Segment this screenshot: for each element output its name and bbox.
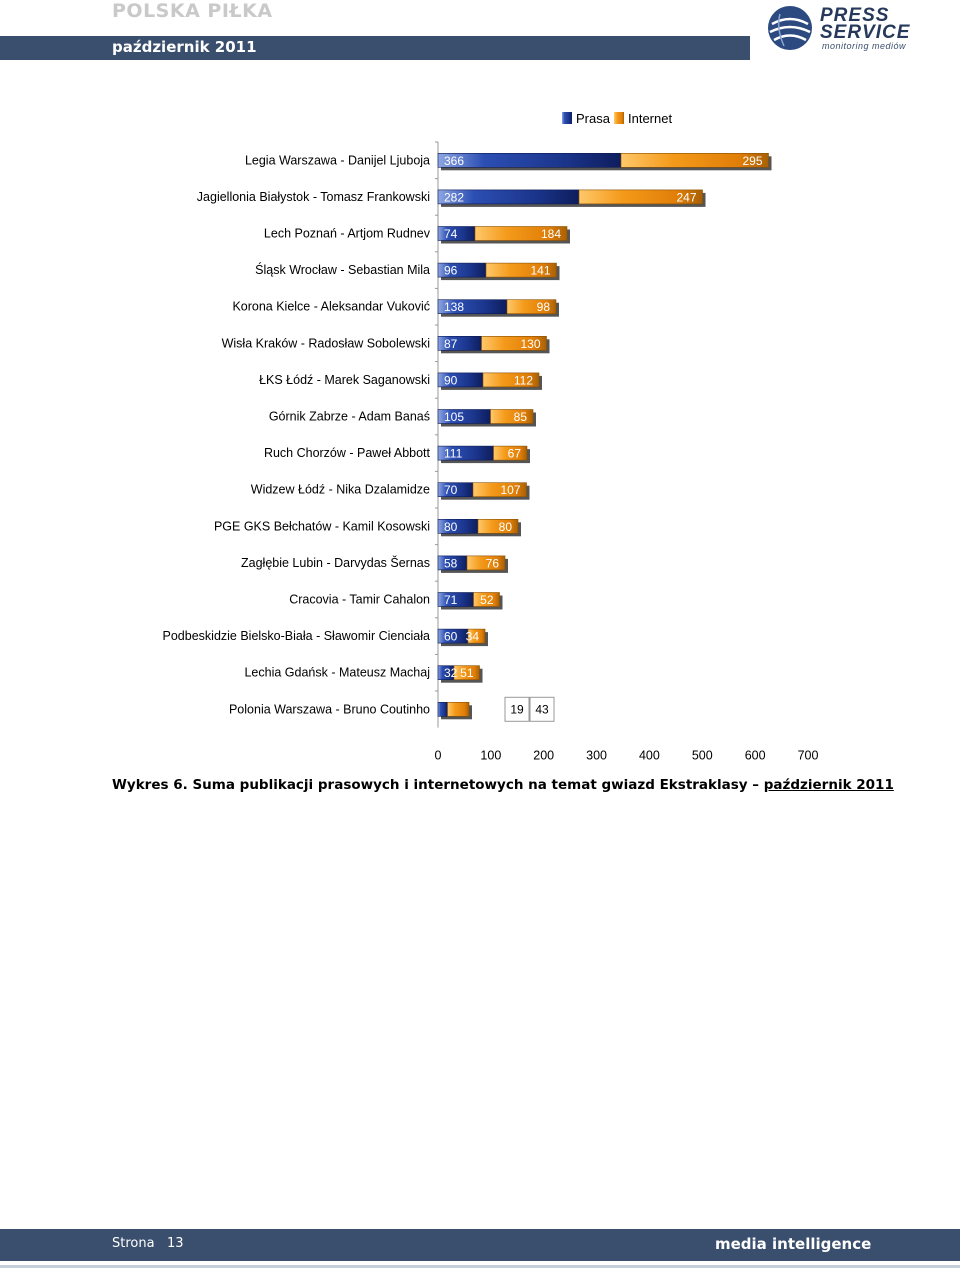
data-label-internet: 34 (465, 629, 479, 644)
category-label: Wisła Kraków - Radosław Sobolewski (221, 336, 430, 351)
category-label: Cracovia - Tamir Cahalon (289, 592, 430, 607)
data-label-internet: 51 (460, 666, 474, 681)
data-label-internet: 43 (535, 702, 549, 717)
category-label: PGE GKS Bełchatów - Kamil Kosowski (213, 519, 430, 534)
legend (562, 111, 672, 126)
data-label-prasa: 366 (444, 153, 465, 168)
x-tick-label: 100 (480, 748, 502, 763)
data-label-internet: 247 (676, 190, 697, 205)
x-tick-label: 300 (586, 748, 608, 763)
page-indicator (112, 1236, 184, 1251)
category-label: ŁKS Łódź - Marek Saganowski (259, 372, 430, 387)
bar-prasa (438, 153, 621, 167)
data-label-internet: 98 (536, 300, 550, 315)
category-label: Polonia Warszawa - Bruno Coutinho (228, 702, 430, 717)
data-label-prasa: 58 (444, 556, 458, 571)
category-label: Śląsk Wrocław - Sebastian Mila (255, 263, 430, 278)
legend-label-prasa: Prasa (576, 111, 610, 126)
data-label-prasa: 74 (444, 227, 458, 241)
x-tick-label: 600 (744, 748, 766, 763)
caption-text: Wykres 6. Suma publikacji prasowych i internetowych na temat gwiazd Ekstraklasy – (112, 777, 764, 793)
data-label-internet: 184 (540, 227, 561, 241)
x-tick-label: 0 (434, 748, 442, 763)
data-label-prasa: 71 (444, 593, 458, 607)
category-label: Lechia Gdańsk - Mateusz Machaj (244, 665, 430, 680)
globe-icon (766, 4, 814, 52)
data-label-internet: 107 (500, 483, 521, 498)
data-label-prasa: 32 (444, 666, 458, 681)
figure-caption (112, 777, 894, 793)
category-label: Zagłębie Lubin - Darvydas Šernas (241, 555, 430, 570)
data-label-internet: 52 (480, 593, 494, 607)
data-label-prasa: 282 (444, 190, 465, 205)
data-label-internet: 67 (507, 446, 521, 461)
category-label: Widzew Łódź - Nika Dzalamidze (250, 482, 430, 497)
category-label: Lech Poznań - Artjom Rudnev (263, 226, 430, 241)
footer-divider (0, 1265, 960, 1268)
legend-label-internet: Internet (628, 111, 673, 126)
category-label: Jagiellonia Białystok - Tomasz Frankowski (196, 189, 430, 204)
data-label-prasa: 60 (444, 629, 458, 644)
data-label-prasa: 96 (444, 263, 458, 278)
bar-prasa (438, 702, 448, 716)
category-label: Górnik Zabrze - Adam Banaś (268, 409, 430, 424)
x-tick-label: 400 (638, 748, 660, 763)
x-tick-label: 200 (533, 748, 555, 763)
data-label-prasa: 80 (444, 519, 458, 534)
data-label-internet: 295 (742, 153, 763, 168)
data-label-prasa: 87 (444, 336, 458, 351)
data-label-prasa: 111 (444, 446, 463, 461)
data-label-prasa: 138 (444, 300, 465, 315)
data-label-internet: 80 (498, 519, 512, 534)
data-label-prasa: 90 (444, 373, 458, 388)
stacked-bar-chart (0, 100, 960, 770)
data-label-prasa: 105 (444, 410, 465, 424)
legend-swatch-internet (614, 112, 624, 124)
plot-area (163, 142, 819, 763)
data-label-prasa: 19 (510, 702, 524, 717)
page-number: 13 (166, 1236, 184, 1251)
bar-internet (448, 702, 470, 716)
logo-word-service: SERVICE (820, 22, 911, 43)
category-label: Korona Kielce - Aleksandar Vuković (232, 299, 430, 314)
legend-swatch-prasa (562, 112, 572, 124)
category-label: Legia Warszawa - Danijel Ljuboja (244, 153, 430, 168)
press-service-logo (762, 2, 952, 54)
data-label-prasa: 70 (444, 483, 458, 498)
data-label-internet: 85 (513, 410, 527, 424)
category-label: Ruch Chorzów - Paweł Abbott (263, 446, 430, 461)
page-header-title: POLSKA PIŁKA (112, 0, 273, 22)
caption-date: październik 2011 (763, 777, 894, 793)
x-tick-label: 700 (797, 748, 819, 763)
data-label-internet: 112 (513, 373, 533, 388)
logo-word-press: PRESS (820, 5, 890, 26)
x-tick-label: 500 (691, 748, 713, 763)
data-label-internet: 130 (520, 336, 541, 351)
logo-tagline: monitoring mediów (822, 41, 907, 51)
page-label: Strona (112, 1236, 155, 1251)
data-label-internet: 76 (485, 556, 499, 571)
footer-tagline: media intelligence (715, 1235, 872, 1253)
data-label-internet: 141 (530, 263, 551, 278)
category-label: Podbeskidzie Bielsko-Biała - Sławomir Cienciała (162, 629, 430, 644)
page-header-date: październik 2011 (112, 38, 257, 56)
